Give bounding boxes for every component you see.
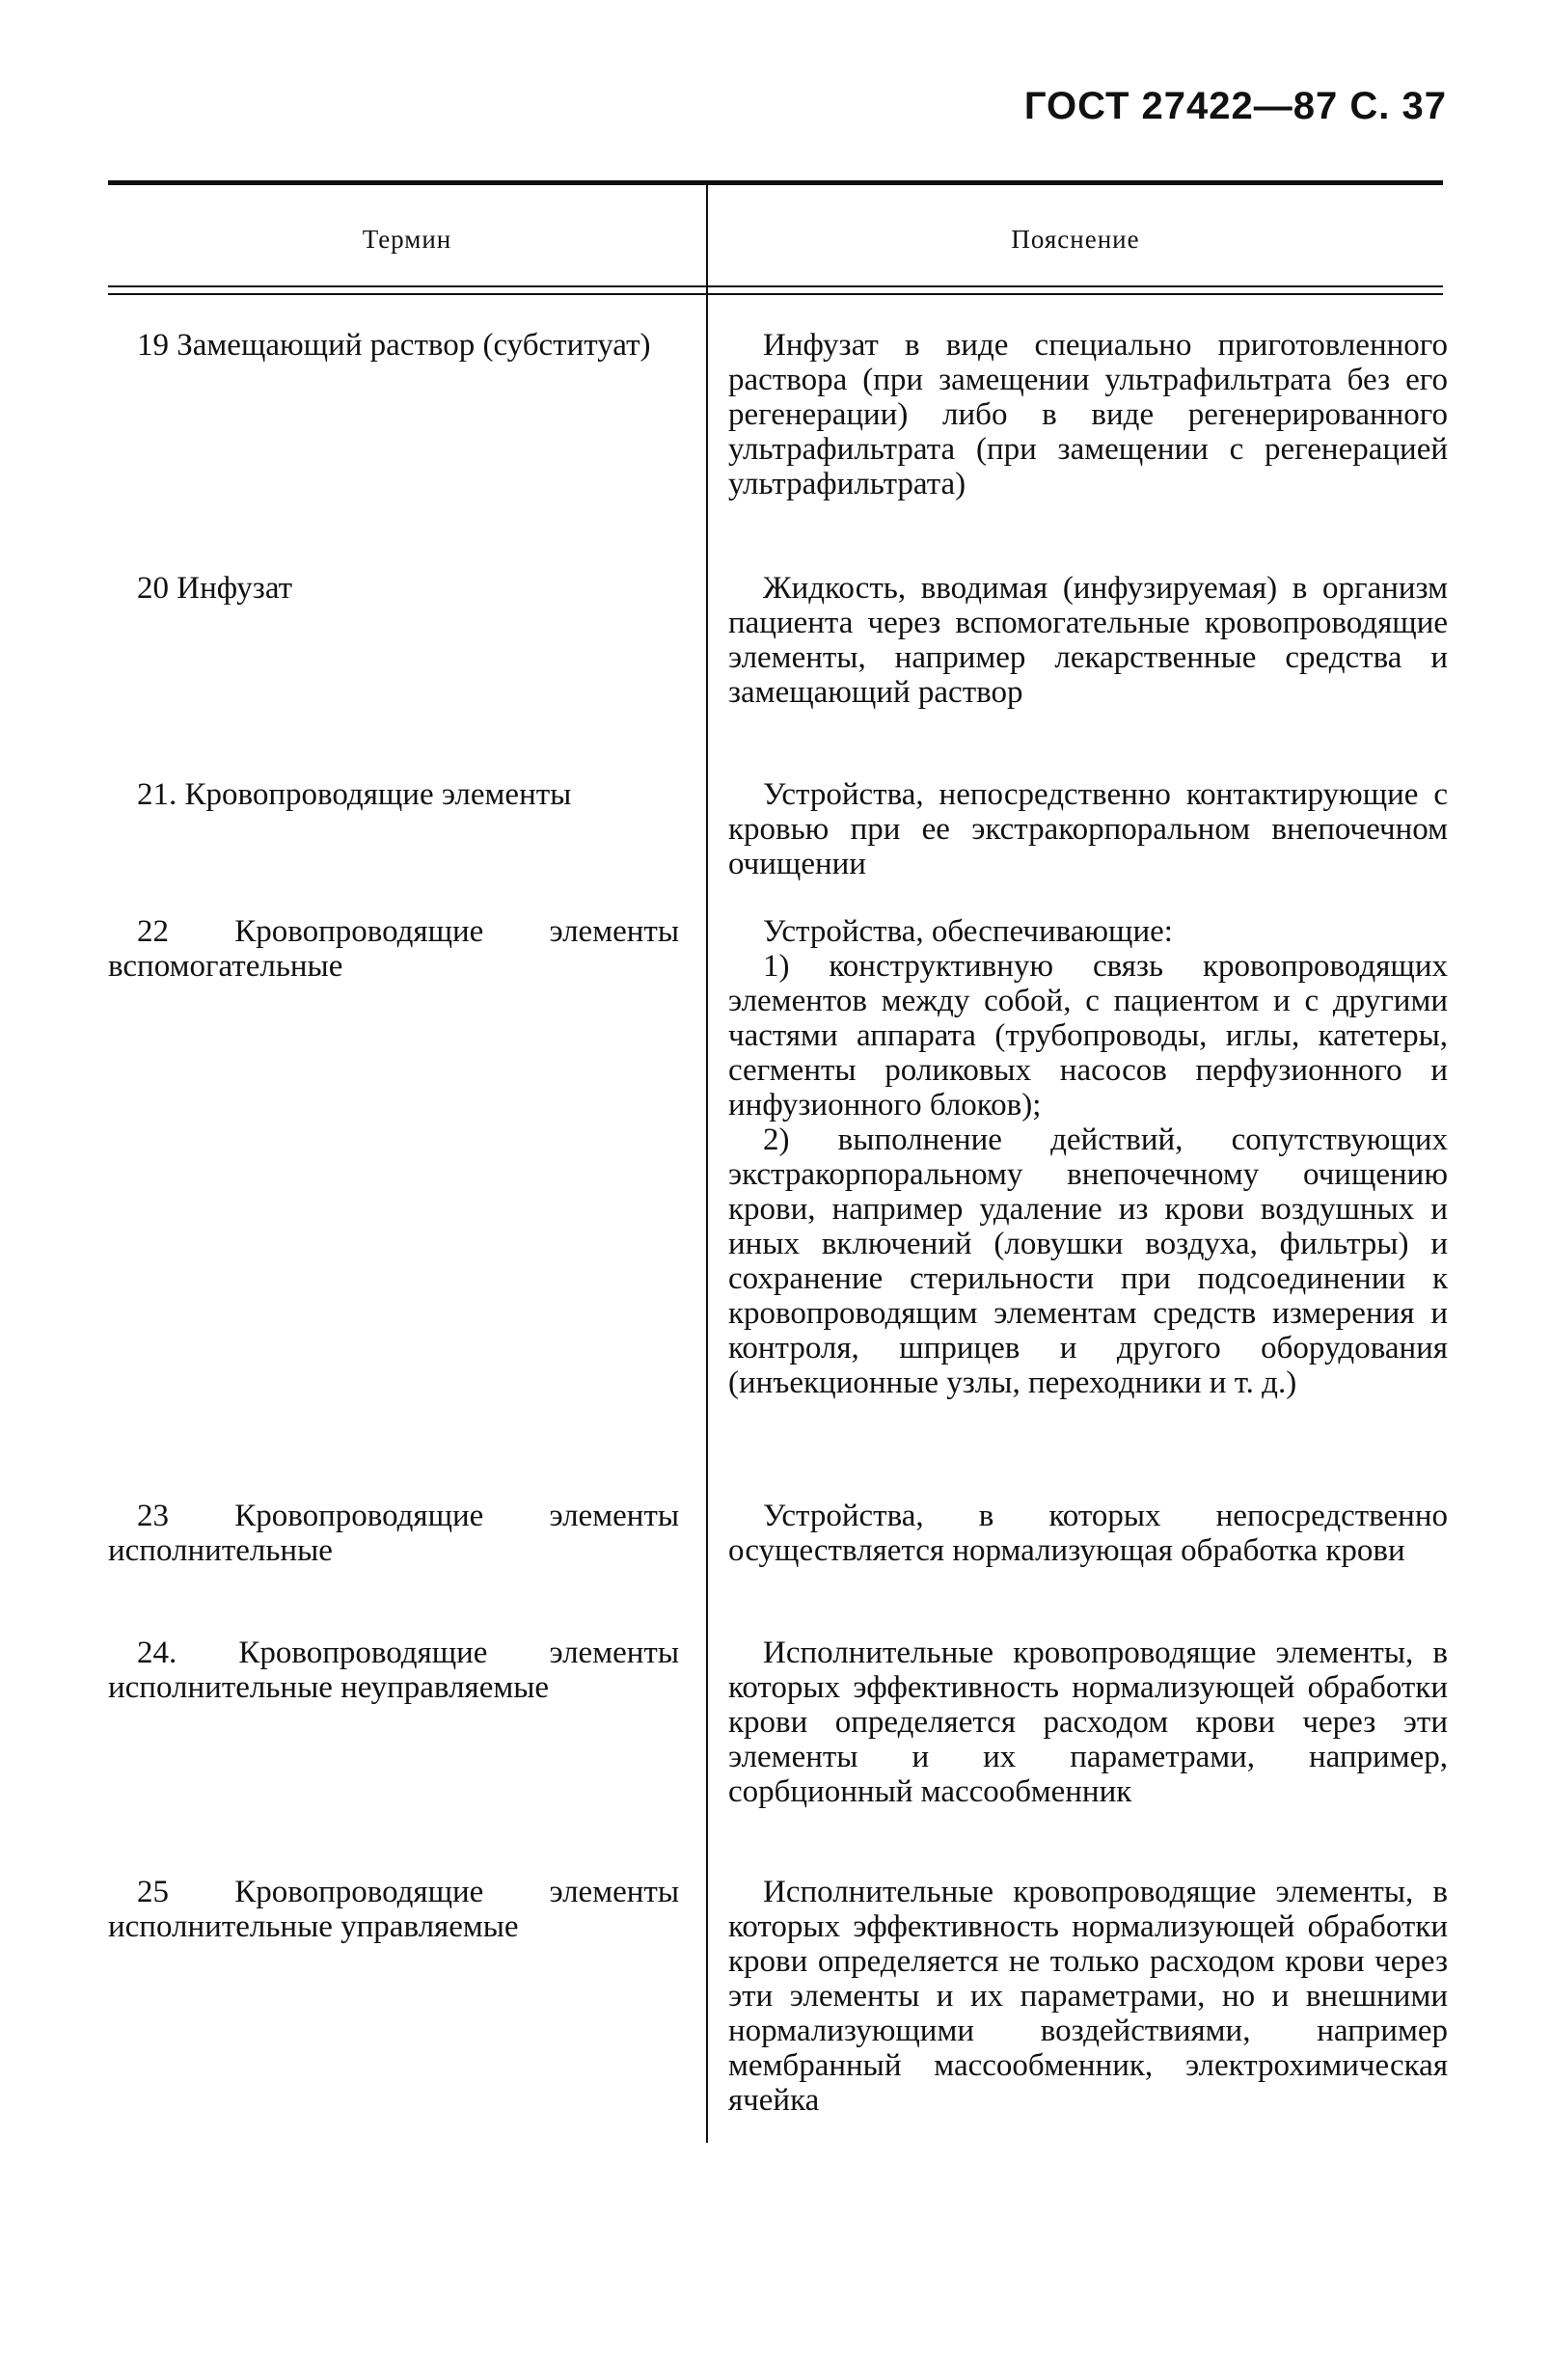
term-22: 22 Кровопроводящие элементы вспомогательные (108, 914, 679, 984)
explanation-19: Инфузат в виде специально приготовленного раствора (при замещении ультрафильтрата без его регенерации) либо в виде регенерированного ультрафильтрата (при замещении с регенерацией ультрафильтрата) (728, 328, 1448, 501)
table-top-rule (108, 180, 1443, 185)
page-header: ГОСТ 27422—87 С. 37 (1023, 85, 1447, 127)
explanation-21: Устройства, непосредственно контактирующие с кровью при ее экстракорпоральном внепочечном очищении (728, 777, 1448, 881)
explanation-22-item-2: 2) выполнение действий, сопутствующих экстракорпоральному внепочечному очищению крови, например удаление из крови воздушных и иных включений (ловушки воздуха, фильтры) и сохранение стерильности при подсоединении к кровопроводящим элементам средств измерения и контроля, шприцев и другого оборудования (инъекционные узлы, переходники и т. д.) (728, 1122, 1448, 1400)
term-20: 20 Инфузат (137, 571, 293, 606)
header-rule (108, 293, 1443, 295)
explanation-22 (728, 914, 1448, 1400)
explanation-23: Устройства, в которых непосредственно осуществляется нормализующая обработка крови (728, 1499, 1448, 1568)
term-19: 19 Замещающий раствор (субституат) (137, 328, 651, 363)
term-21: 21. Кровопроводящие элементы (137, 777, 572, 812)
column-header-explanation: Пояснение (1011, 225, 1140, 254)
explanation-25: Исполнительные кровопроводящие элементы, в которых эффективность нормализующей обработки крови определяется не только расходом крови через эти элементы и их параметрами, но и внешними нормализующими воздействиями, например мембранный массообменник, электрохимическая ячейка (728, 1875, 1448, 2118)
column-header-term: Термин (362, 225, 452, 254)
header-rule (108, 285, 1443, 287)
term-23: 23 Кровопроводящие элементы исполнительные (108, 1499, 679, 1568)
explanation-22-intro: Устройства, обеспечивающие: (763, 914, 1173, 949)
term-25: 25 Кровопроводящие элементы исполнительные управляемые (108, 1875, 679, 1944)
explanation-20: Жидкость, вводимая (инфузируемая) в организм пациента через вспомогательные кровопроводящие элементы, например лекарственные средства и замещающий раствор (728, 571, 1448, 710)
column-divider (706, 185, 708, 2143)
explanation-22-item-1: 1) конструктивную связь кровопроводящих элементов между собой, с пациентом и с другими частями аппарата (трубопроводы, иглы, катетеры, сегменты роликовых насосов перфузионного и инфузионного блоков); (728, 949, 1448, 1122)
explanation-24: Исполнительные кровопроводящие элементы, в которых эффективность нормализующей обработки крови определяется расходом крови через эти элементы и их параметрами, например, сорбционный массообменник (728, 1636, 1448, 1809)
term-24: 24. Кровопроводящие элементы исполнительные неуправляемые (108, 1636, 679, 1705)
